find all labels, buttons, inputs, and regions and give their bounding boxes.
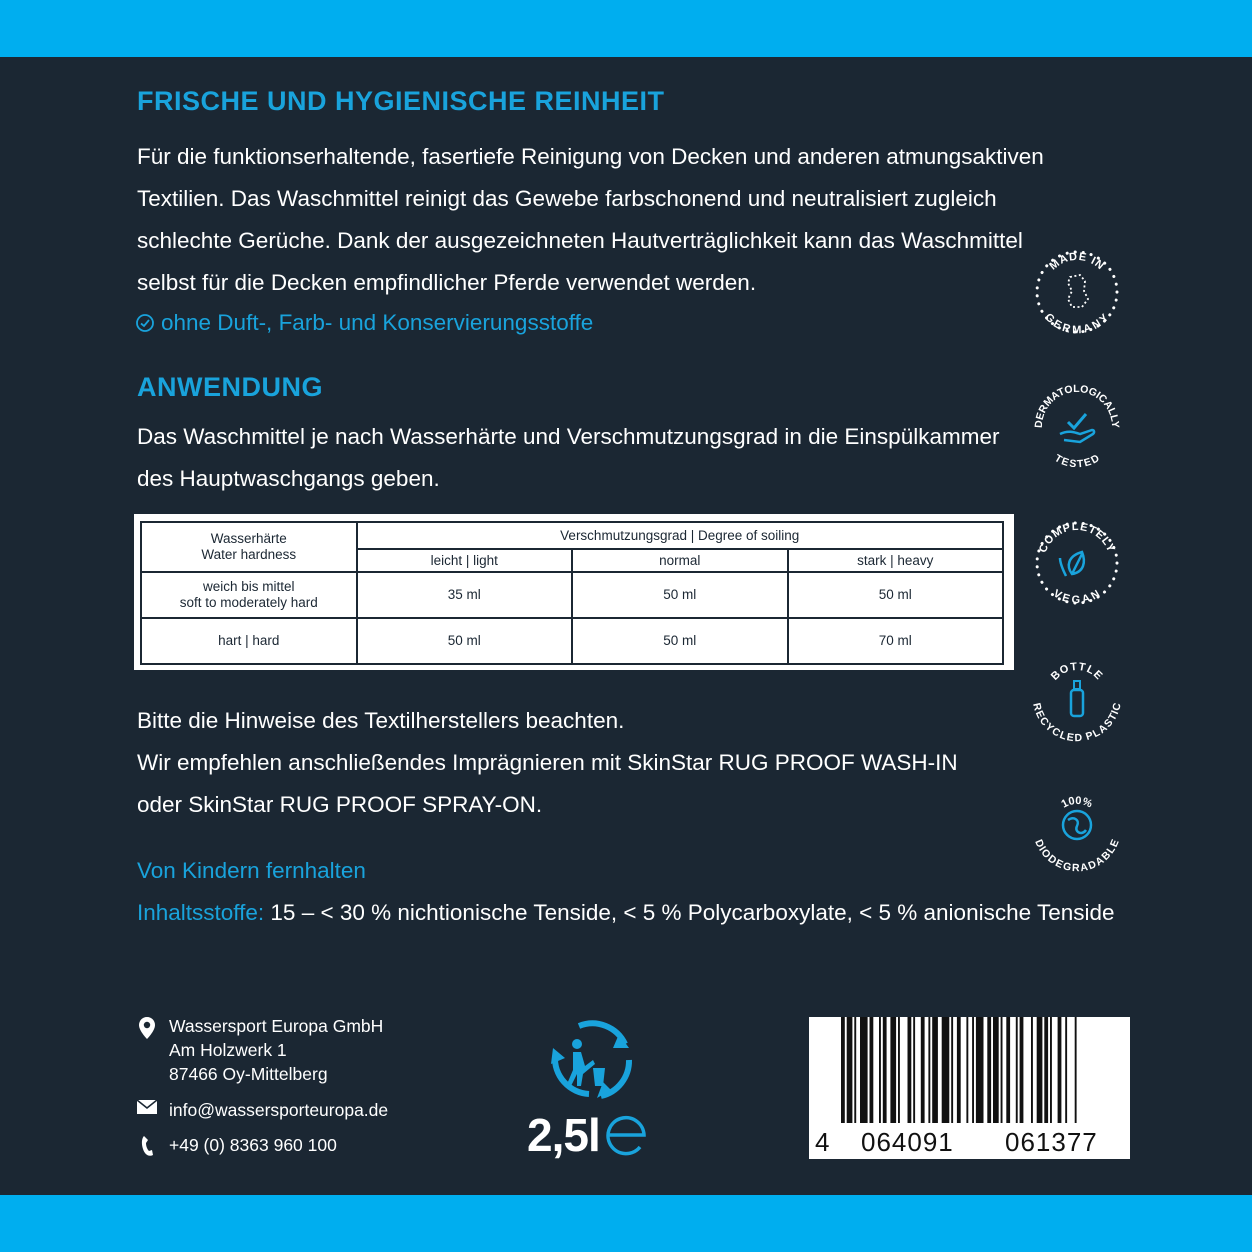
barcode-bar bbox=[1075, 1017, 1077, 1123]
vegan-leaf-icon bbox=[1030, 516, 1124, 610]
barcode-bar bbox=[870, 1017, 874, 1123]
barcode-bar bbox=[854, 1017, 856, 1123]
dosage-table-panel bbox=[134, 514, 1014, 670]
svg-text:VEGAN bbox=[1051, 588, 1103, 607]
phone-text: +49 (0) 8363 960 100 bbox=[169, 1135, 337, 1155]
description-line: selbst für die Decken empfindlicher Pferde verwendet werden. bbox=[137, 270, 757, 295]
barcode-bar bbox=[1001, 1017, 1003, 1123]
badge-text: DIODEGRADABLE bbox=[1032, 837, 1122, 874]
child-warning: Von Kindern fernhalten bbox=[137, 858, 366, 883]
badge-text: MADE IN bbox=[1047, 250, 1107, 273]
badge-completely-vegan bbox=[1030, 516, 1124, 610]
barcode-bar bbox=[972, 1017, 974, 1123]
svg-text:TESTED bbox=[1052, 452, 1102, 470]
row-label-de: weich bis mittel bbox=[202, 579, 295, 594]
company-email bbox=[137, 1098, 388, 1122]
soiling-degree-header: Verschmutzungsgrad | Degree of soiling bbox=[357, 522, 1004, 549]
top-accent-bar bbox=[0, 0, 1252, 57]
svg-text:COMPLETELY bbox=[1037, 521, 1117, 555]
badge-text: COMPLETELY bbox=[1036, 520, 1118, 555]
table-row bbox=[141, 618, 1003, 664]
ingredients-text: 15 – < 30 % nichtionische Tenside, < 5 % Polycarboxylate, < 5 % anionische Tenside bbox=[264, 900, 1115, 925]
company-street: Am Holzwerk 1 bbox=[169, 1040, 287, 1060]
usage-line: Das Waschmittel je nach Wasserhärte und Verschmutzungsgrad in die Einspülkammer bbox=[137, 424, 1000, 449]
dermatologically-tested-icon bbox=[1030, 380, 1124, 474]
barcode-bar bbox=[860, 1017, 868, 1123]
badge-biodegradable bbox=[1030, 780, 1124, 874]
barcode-bar bbox=[1058, 1017, 1062, 1123]
table-cell: 35 ml bbox=[357, 572, 573, 618]
badge-text: GERMANY bbox=[1042, 311, 1112, 337]
barcode-bar bbox=[908, 1017, 912, 1123]
barcode-digits-right: 061377 bbox=[1005, 1127, 1098, 1157]
badge-text: DERMATOLOGICALLY bbox=[1032, 382, 1122, 429]
table-header-row bbox=[141, 522, 1003, 549]
header-text-en: Water hardness bbox=[201, 547, 297, 562]
barcode-bar bbox=[993, 1017, 999, 1123]
barcode-bar bbox=[951, 1017, 953, 1123]
feature-check-item bbox=[135, 310, 593, 336]
phone-icon bbox=[137, 1133, 157, 1157]
barcode-bar bbox=[942, 1017, 950, 1123]
section-title-usage: ANWENDUNG bbox=[137, 372, 323, 402]
barcode-bar bbox=[1037, 1017, 1043, 1123]
svg-text:BOTTLE bbox=[1049, 661, 1105, 683]
barcode-bar bbox=[928, 1017, 930, 1123]
barcode-bar bbox=[987, 1017, 991, 1123]
location-pin-icon bbox=[137, 1014, 157, 1040]
usage-line: des Hauptwaschgangs geben. bbox=[137, 466, 440, 491]
table-row bbox=[141, 572, 1003, 618]
description-line: schlechte Gerüche. Dank der ausgezeichneten Hautverträglichkeit kann das Waschmittel bbox=[137, 228, 1023, 253]
company-address bbox=[137, 1014, 383, 1086]
ingredients-line bbox=[137, 900, 1115, 926]
ingredients-label: Inhaltsstoffe: bbox=[137, 900, 265, 925]
badge-text: TESTED bbox=[1052, 452, 1102, 471]
biodegradable-icon bbox=[1030, 780, 1124, 874]
badge-text: 100% bbox=[1059, 794, 1094, 811]
barcode-bar bbox=[913, 1017, 915, 1123]
note-line: Bitte die Hinweise des Textilherstellers beachten. bbox=[137, 708, 625, 733]
barcode-bar bbox=[883, 1017, 887, 1123]
svg-text:100% bbox=[1060, 795, 1095, 811]
svg-text:DERMATOLOGICALLY bbox=[1033, 383, 1121, 428]
badge-recycled-plastic bbox=[1030, 650, 1124, 744]
tidyman-recycle-icon bbox=[549, 1020, 635, 1100]
barcode-bar bbox=[1006, 1017, 1010, 1123]
ean-barcode bbox=[809, 1017, 1130, 1159]
barcode-bar bbox=[890, 1017, 896, 1123]
section-title-purity: FRISCHE UND HYGIENISCHE REINHEIT bbox=[137, 86, 665, 116]
volume-mark bbox=[527, 1108, 648, 1162]
made-in-germany-icon bbox=[1030, 245, 1124, 339]
note-line: oder SkinStar RUG PROOF SPRAY-ON. bbox=[137, 792, 543, 817]
svg-text:MADE IN bbox=[1047, 251, 1106, 273]
dosage-table bbox=[140, 521, 1004, 665]
barcode-bar bbox=[1065, 1017, 1067, 1123]
row-label-en: soft to moderately hard bbox=[179, 595, 318, 610]
barcode-digit-first: 4 bbox=[815, 1127, 830, 1157]
barcode-bar bbox=[847, 1017, 853, 1123]
barcode-bar bbox=[1050, 1017, 1052, 1123]
volume-text: 2,5l bbox=[527, 1109, 600, 1161]
row-label: hart | hard bbox=[141, 618, 357, 664]
recycled-bottle-icon bbox=[1030, 650, 1124, 744]
company-phone bbox=[137, 1133, 337, 1157]
badge-text: BOTTLE bbox=[1048, 660, 1106, 683]
barcode-bar bbox=[932, 1017, 938, 1123]
description-line: Für die funktionserhaltende, fasertiefe Reinigung von Decken und anderen atmungsaktiven bbox=[137, 144, 1044, 169]
column-header: normal bbox=[572, 549, 788, 572]
barcode-bar bbox=[1016, 1017, 1018, 1123]
barcode-bar bbox=[1044, 1017, 1048, 1123]
barcode-bar bbox=[1020, 1017, 1024, 1123]
barcode-bar bbox=[957, 1017, 961, 1123]
estimated-e-mark-icon bbox=[604, 1114, 648, 1156]
table-cell: 50 ml bbox=[357, 618, 573, 664]
badge-made-in-germany bbox=[1030, 245, 1124, 339]
barcode-bar bbox=[966, 1017, 968, 1123]
description-line: Textilien. Das Waschmittel reinigt das Gewebe farbschonend und neutralisiert zugleich bbox=[137, 186, 997, 211]
description-paragraph bbox=[137, 136, 1057, 304]
table-cell: 70 ml bbox=[788, 618, 1004, 664]
company-name: Wassersport Europa GmbH bbox=[169, 1016, 384, 1036]
table-cell: 50 ml bbox=[572, 618, 788, 664]
care-notes bbox=[137, 700, 958, 826]
barcode-bar bbox=[1031, 1017, 1033, 1123]
row-label bbox=[141, 572, 357, 618]
table-cell: 50 ml bbox=[788, 572, 1004, 618]
svg-text:DIODEGRADABLE bbox=[1032, 838, 1121, 874]
company-city: 87466 Oy-Mittelberg bbox=[169, 1064, 328, 1084]
badge-text: VEGAN bbox=[1051, 587, 1103, 607]
barcode-bar bbox=[879, 1017, 881, 1123]
barcode-bar bbox=[898, 1017, 900, 1123]
barcode-bar bbox=[976, 1017, 984, 1123]
barcode-bar bbox=[921, 1017, 925, 1123]
column-header: stark | heavy bbox=[788, 549, 1004, 572]
feature-check-label: ohne Duft-, Farb- und Konservierungsstoffe bbox=[161, 310, 594, 335]
table-cell: 50 ml bbox=[572, 572, 788, 618]
barcode-digits-left: 064091 bbox=[861, 1127, 954, 1157]
svg-text:RECYCLED PLASTIC bbox=[1030, 701, 1124, 744]
water-hardness-header bbox=[141, 522, 357, 572]
header-text-de: Wasserhärte bbox=[210, 531, 287, 546]
envelope-icon bbox=[137, 1098, 157, 1114]
email-text: info@wassersporteuropa.de bbox=[169, 1100, 389, 1120]
check-circle-icon bbox=[135, 313, 155, 333]
barcode-bar bbox=[841, 1017, 845, 1123]
usage-paragraph bbox=[137, 416, 1057, 500]
badge-dermatologically-tested bbox=[1030, 380, 1124, 474]
bottom-accent-bar bbox=[0, 1195, 1252, 1252]
column-header: leicht | light bbox=[357, 549, 573, 572]
badge-text: RECYCLED PLASTIC bbox=[1030, 701, 1124, 744]
note-line: Wir empfehlen anschließendes Imprägnieren mit SkinStar RUG PROOF WASH-IN bbox=[137, 750, 958, 775]
